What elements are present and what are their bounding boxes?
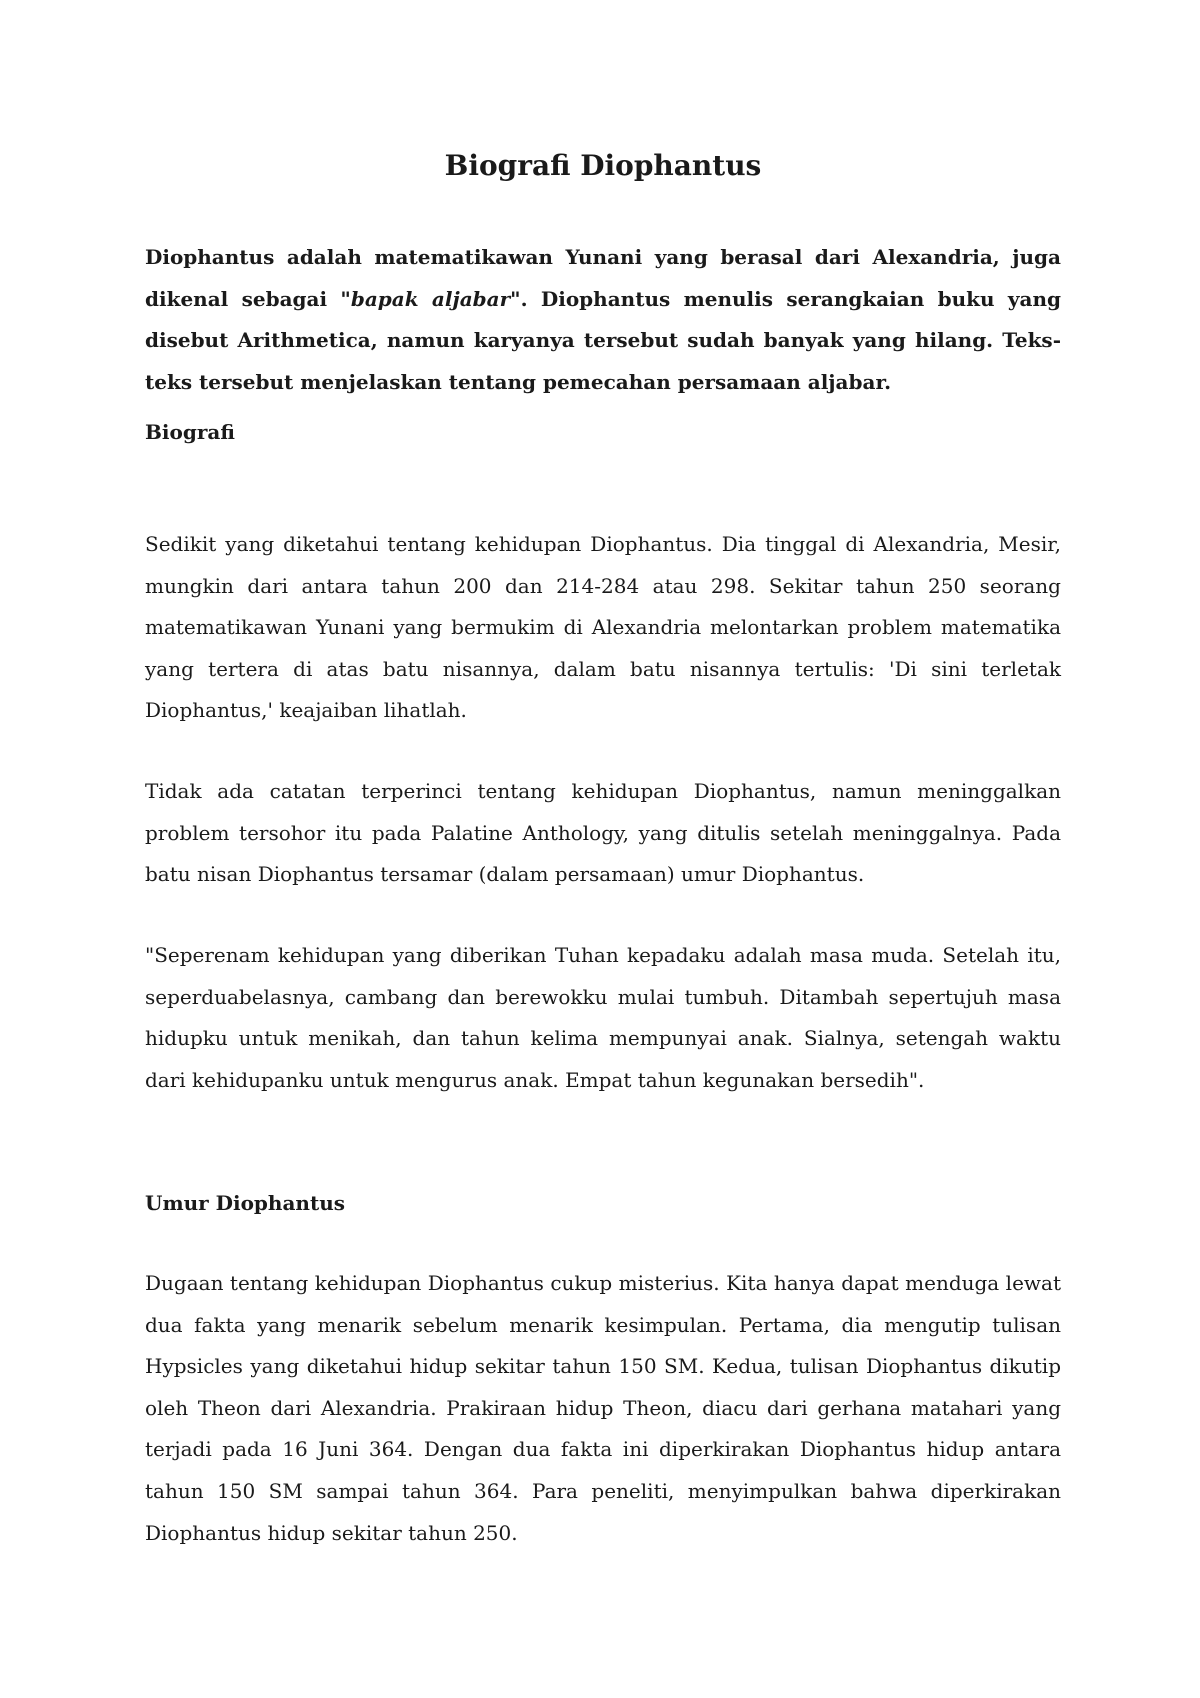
intro-italic-term: bapak aljabar xyxy=(350,286,511,311)
biografi-paragraph-1: Sedikit yang diketahui tentang kehidupan Diophantus. Dia tinggal di Alexandria, Mesir, mungkin dari antara tahun 200 dan 214-284 atau 298. Sekitar tahun 250 seorang matematikawan Yunani yang bermukim di Alexandria melontarkan problem matematika yang tertera di atas batu nisannya, dalam batu nisannya tertulis: 'Di sini terletak Diophantus,' keajaiban lihatlah. xyxy=(145,532,1061,723)
section-biografi-heading-block xyxy=(145,412,1061,452)
section-heading-umur-diophantus: Umur Diophantus xyxy=(145,1191,345,1215)
intro-paragraph xyxy=(145,237,1061,403)
section-heading-biografi: Biografi xyxy=(145,420,235,444)
biografi-quote-paragraph: "Seperenam kehidupan yang diberikan Tuhan kepadaku adalah masa muda. Setelah itu, seperduabelasnya, cambang dan berewokku mulai tumbuh. Ditambah sepertujuh masa hidupku untuk menikah, dan tahun kelima mempunyai anak. Sialnya, setengah waktu dari kehidupanku untuk mengurus anak. Empat tahun kegunakan bersedih". xyxy=(145,943,1061,1092)
biografi-paragraph-2-block xyxy=(145,771,1061,896)
biografi-paragraph-2: Tidak ada catatan terperinci tentang kehidupan Diophantus, namun meninggalkan problem tersohor itu pada Palatine Anthology, yang ditulis setelah meninggalnya. Pada batu nisan Diophantus tersamar (dalam persamaan) umur Diophantus. xyxy=(145,779,1061,887)
intro-text-part2: ". Diophantus menulis serangkaian buku yang disebut Arithmetica, namun karyanya tersebut sudah banyak yang hilang. Teks-teks tersebut menjelaskan tentang pemecahan persamaan aljabar. xyxy=(145,286,1061,394)
intro-text-part1: Diophantus adalah matematikawan Yunani yang berasal dari Alexandria, juga dikenal sebagai " xyxy=(145,245,1061,311)
umur-paragraph-1-block xyxy=(145,1263,1061,1554)
biografi-paragraph-1-block xyxy=(145,524,1061,732)
umur-paragraph-1: Dugaan tentang kehidupan Diophantus cukup misterius. Kita hanya dapat menduga lewat dua fakta yang menarik sebelum menarik kesimpulan. Pertama, dia mengutip tulisan Hypsicles yang diketahui hidup sekitar tahun 150 SM. Kedua, tulisan Diophantus dikutip oleh Theon dari Alexandria. Prakiraan hidup Theon, diacu dari gerhana matahari yang terjadi pada 16 Juni 364. Dengan dua fakta ini diperkirakan Diophantus hidup antara tahun 150 SM sampai tahun 364. Para peneliti, menyimpulkan bahwa diperkirakan Diophantus hidup sekitar tahun 250. xyxy=(145,1271,1061,1545)
section-umur-heading-block xyxy=(145,1183,1061,1223)
document-title: Biografi Diophantus xyxy=(444,149,762,182)
biografi-paragraph-3-block xyxy=(145,935,1061,1101)
intro-paragraph-block xyxy=(145,237,1061,403)
